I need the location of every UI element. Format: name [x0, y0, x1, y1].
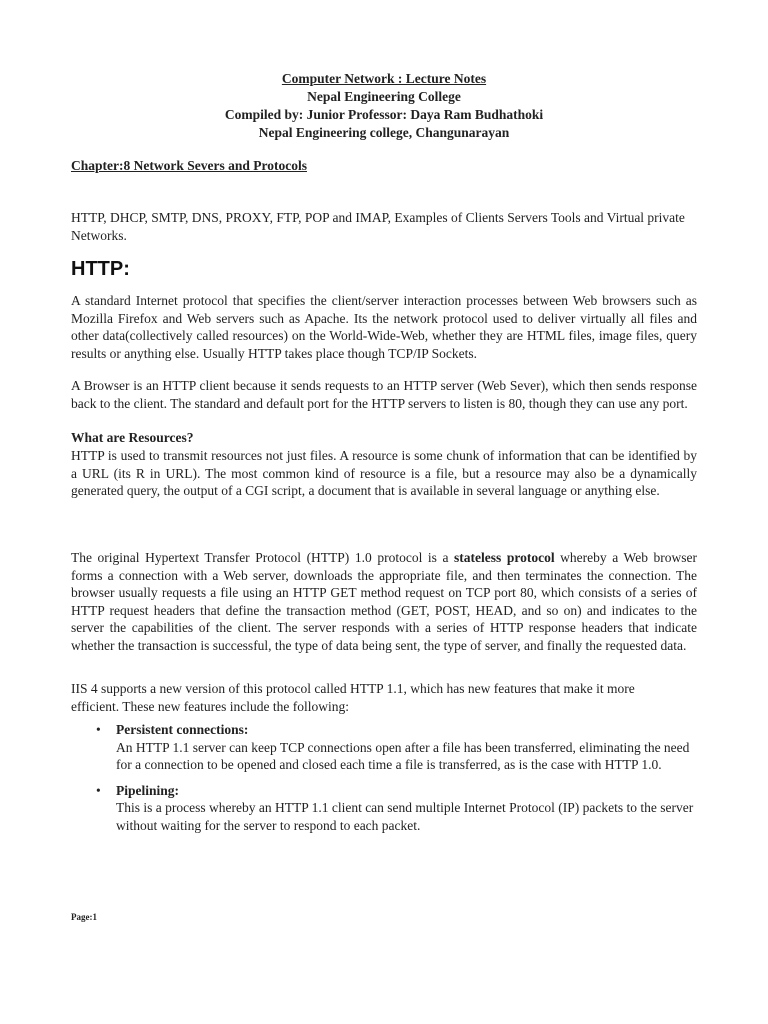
list-item: [98, 782, 698, 835]
header-college: Nepal Engineering College: [307, 89, 461, 104]
para4-text-end: whereby a Web browser forms a connection with a Web server, downloads the appropriate file, and then terminates the connection. The browser usually requests a file using an HTTP GET method request on TCP port 80, which consists of a series of HTTP request headers that define the transaction method (GET, POST, HEAD, and so on) and indicates to the server the capabilities of the client. The server responds with a series of HTTP response headers that indicate whether the transaction is successful, the type of data being sent, the type of server, and finally the requested data.: [71, 550, 697, 653]
list-item: [98, 721, 698, 774]
feature-title: Pipelining:: [116, 782, 180, 798]
intro-paragraph: HTTP, DHCP, SMTP, DNS, PROXY, FTP, POP and IMAP, Examples of Clients Servers Tools and Virtual private Networks.: [71, 210, 685, 243]
page-number: Page:1: [71, 912, 97, 922]
header-compiler: Compiled by: Junior Professor: Daya Ram Budhathoki: [224, 107, 544, 122]
stateless-protocol-term: stateless protocol: [454, 550, 555, 565]
bullet-icon: •: [96, 782, 101, 798]
http-client-paragraph: A Browser is an HTTP client because it sends requests to an HTTP server (Web Sever), which then sends response back to the client. The standard and default port for the HTTP servers to listen is 80, though they can use any port.: [71, 378, 697, 411]
feature-title: Persistent connections:: [116, 722, 249, 737]
resources-heading: What are Resources?: [71, 430, 194, 445]
header-location: Nepal Engineering college, Changunarayan: [258, 125, 510, 140]
http-definition-paragraph: A standard Internet protocol that specifies the client/server interaction processes between Web browsers such as Mozilla Firefox and Web servers such as Apache. Its the network protocol used to deliver virtually all files and other data(collectively called resources) on the World-Wide-Web, whether they are HTML files, image files, query results or anything else. Usually HTTP takes place though TCP/IP Sockets.: [71, 293, 697, 361]
features-list: [98, 721, 698, 843]
para4-text-start: The original Hypertext Transfer Protocol (HTTP) 1.0 protocol is a: [71, 550, 455, 565]
chapter-title: Chapter:8 Network Severs and Protocols: [71, 158, 307, 173]
header-course-title: Computer Network : Lecture Notes: [281, 71, 487, 86]
document-header: [0, 70, 768, 142]
iis4-paragraph: IIS 4 supports a new version of this protocol called HTTP 1.1, which has new features that make it more efficient. These new features include the following:: [71, 681, 635, 714]
feature-description: This is a process whereby an HTTP 1.1 client can send multiple Internet Protocol (IP) packets to the server without waiting for the server to respond to each packet.: [116, 800, 694, 833]
resources-paragraph: HTTP is used to transmit resources not just files. A resource is some chunk of information that can be identified by a URL (its R in URL). The most common kind of resource is a file, but a resource may also be a dynamically generated query, the output of a CGI script, a document that is available in several language or anything else.: [71, 448, 697, 499]
bullet-icon: •: [96, 722, 101, 737]
feature-description: An HTTP 1.1 server can keep TCP connections open after a file has been transferred, eliminating the need for a connection to be opened and closed each time a file is transferred, as is the case with HTTP 1.0.: [116, 739, 690, 773]
http-section-heading: HTTP:: [71, 258, 130, 280]
stateless-protocol-paragraph: [71, 549, 697, 655]
